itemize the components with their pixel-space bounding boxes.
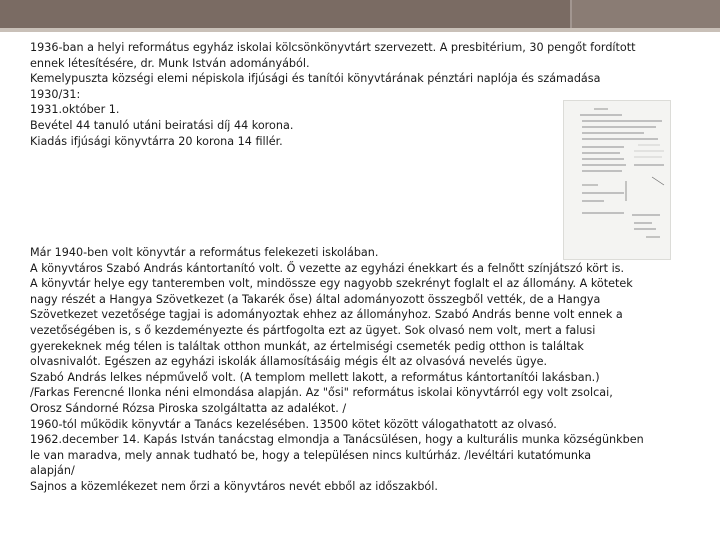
scanned-ledger-image — [563, 100, 671, 260]
scanned-ledger-icon — [564, 101, 670, 259]
text-block-1936-history: 1936-ban a helyi református egyház iskolai kölcsönkönyvtárt szervezett. A presbitérium, 30 pengőt fordított ennek létesítésére, dr. Munk István adományából. Kemelypuszta községi elemi népiskola ifjúsági és tanítói könyvtárának pénztári naplója és számadása 1930/31: 1931.október 1. Bevétel 44 tanuló utáni beiratási díj 44 korona. Kiadás ifjúsági könyvtárra 20 korona 14 fillér. — [30, 41, 636, 148]
slide-header-accent — [570, 0, 720, 28]
slide-header-bar — [0, 0, 720, 28]
header-divider — [0, 28, 720, 32]
text-block-library-history: Már 1940-ben volt könyvtár a református felekezeti iskolában. A könyvtáros Szabó András kántortanító volt. Ő vezette az egyházi énekkart és a felnőtt színjátszó kört is. A könyvtár helye egy tanteremben volt, mindössze egy nagyobb szekrényt foglalt el az állomány. A kötetek nagy részét a Hangya Szövetkezet (a Takarék őse) által adományozott összegből vették, de a Hangya Szövetkezet vezetősége tagjai is adományoztak ehhez az állományhoz. Szabó András benne volt ennek a vezetőségében is, s ő kezdeményezte és pártfogolta ezt az ügyet. Sok olvasó nem volt, mert a falusi gyerekeknek még télen is találtak otthon munkát, az értelmiségi csemeték pedig otthon is találtak olvasnivalót. Egészen az egyházi iskolák államosításáig mégis élt az olvasóvá nevelés ügye. Szabó András lelkes népművelő volt. (A templom mellett lakott, a református kántortanítói lakásban.) /Farkas Ferencné Ilonka néni elmondása alapján. Az "ősi" református iskolai könyvtárról egy volt zsolcai, Orosz Sándorné Rózsa Piroska szolgáltatta az adalékot. / 1960-tól működik könyvtár a Tanács kezelésében. 13500 kötet között válogathatott az olvasó. 1962.december 14. Kapás István tanácstag elmondja a Tanácsülésen, hogy a kulturális munka községünkben le van maradva, mely annak tudható be, hogy a településen nincs kultúrház. /levéltári kutatómunka alapján/ Sajnos a közemlékezet nem őrzi a könyvtáros nevét ebből az időszakból. — [30, 246, 644, 493]
